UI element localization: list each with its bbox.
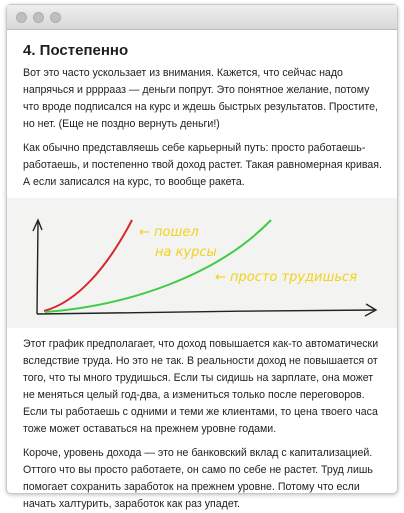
sketch-x-axis (37, 310, 375, 314)
paragraph-2: Как обычно представляешь себе карьерный путь: просто работаешь-работаешь, и постепенно твой доход растет. Такая равномерная кривая. А если записался на курс, то вообще ракета. (23, 142, 382, 188)
sketch-label-courses-1: ← пошел (139, 225, 199, 240)
sketch-svg (7, 198, 397, 328)
paragraph-4: Короче, уровень дохода — это не банковский вклад с капитализацией. Оттого что вы просто работаете, он само по себе не растет. Труд лишь помогает сохранить заработок на прежнем уровне. Потому что если начать халтурить, заработок как раз упадет. (23, 447, 373, 510)
paragraph-1: Вот это часто ускользает из внимания. Кажется, что сейчас надо напрячься и ррррааз — деньги попрут. Это понятное желание, потому что вроде подписался на курс и ждешь быстрых результатов. Простите, но нет. (Еще не поздно вернуть деньги!) (23, 67, 378, 130)
browser-window (6, 4, 398, 510)
paragraph-3: Этот график предполагает, что доход повышается как-то автоматически вследствие труда. Но это не так. В реальности доход не повышается от того, что ты много трудишься. Если ты сидишь на зарплате, она может не меняться целый год-два, а измениться только после переговоров. Если ты работаешь с одними и теми же клиентами, то цена твоего часа тоже может оставаться на прежнем уровне годами. (23, 338, 379, 435)
window-titlebar (7, 5, 397, 30)
close-window-button[interactable] (16, 12, 27, 23)
sketch-label-work: ← просто трудишься (215, 270, 358, 285)
article-content (7, 30, 397, 513)
sketch-red-curve (44, 220, 132, 311)
hand-drawn-income-sketch (7, 198, 397, 328)
sketch-label-courses-2: на курсы (155, 245, 217, 260)
sketch-y-axis (37, 222, 38, 314)
section-heading: 4. Постепенно (23, 42, 129, 59)
maximize-window-button[interactable] (50, 12, 61, 23)
minimize-window-button[interactable] (33, 12, 44, 23)
